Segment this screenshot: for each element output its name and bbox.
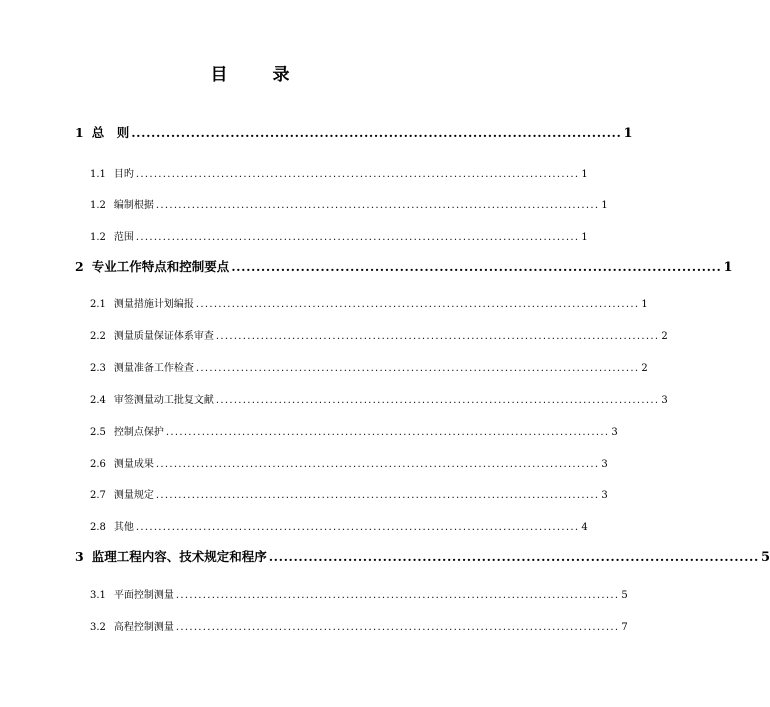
entry-title: 审签测量动工批复文献 bbox=[113, 395, 214, 406]
entry-page: 3 bbox=[661, 395, 668, 406]
toc-entry[interactable] bbox=[90, 586, 628, 601]
toc-entry[interactable] bbox=[75, 257, 733, 275]
entry-title: 测量准备工作检查 bbox=[113, 363, 194, 374]
entry-number: 2.7 bbox=[90, 490, 106, 501]
toc-entry[interactable] bbox=[90, 295, 648, 310]
dot-leader: ................................................................................................... bbox=[175, 622, 620, 633]
entry-page: 4 bbox=[581, 522, 588, 533]
entry-page: 1 bbox=[623, 126, 633, 141]
dot-leader: ................................................................................................... bbox=[131, 125, 622, 140]
entry-title: 监理工程内容、技术规定和程序 bbox=[91, 549, 267, 564]
entry-number: 2.6 bbox=[90, 459, 106, 470]
dot-leader: ................................................................................................... bbox=[175, 590, 620, 601]
entry-number: 3.1 bbox=[90, 590, 106, 601]
entry-page: 3 bbox=[601, 459, 608, 470]
entry-number: 3 bbox=[75, 549, 84, 564]
toc-entry[interactable] bbox=[90, 327, 668, 342]
dot-leader: ................................................................................................... bbox=[155, 200, 600, 211]
entry-number: 1.2 bbox=[90, 200, 106, 211]
dot-leader: ................................................................................................... bbox=[195, 299, 640, 310]
dot-leader: ................................................................................................... bbox=[155, 459, 600, 470]
dot-leader: ................................................................................................... bbox=[195, 363, 640, 374]
dot-leader: ................................................................................................... bbox=[155, 490, 600, 501]
entry-title: 范围 bbox=[113, 232, 134, 243]
entry-title: 测量质量保证体系审查 bbox=[113, 331, 214, 342]
entry-title: 测量成果 bbox=[113, 459, 154, 470]
entry-title: 平面控制测量 bbox=[113, 590, 174, 601]
dot-leader: ................................................................................................... bbox=[268, 549, 759, 564]
entry-page: 5 bbox=[621, 590, 628, 601]
entry-number: 1 bbox=[75, 125, 84, 140]
entry-number: 3.2 bbox=[90, 622, 106, 633]
entry-page: 2 bbox=[641, 363, 648, 374]
entry-page: 3 bbox=[601, 490, 608, 501]
toc-entry[interactable] bbox=[90, 455, 608, 470]
page-title: 目 录 bbox=[210, 65, 304, 85]
entry-number: 2.1 bbox=[90, 299, 106, 310]
entry-title: 测量规定 bbox=[113, 490, 154, 501]
entry-title: 目旳 bbox=[113, 169, 134, 180]
entry-number: 2.3 bbox=[90, 363, 106, 374]
toc-entry[interactable] bbox=[90, 486, 608, 501]
toc-entry[interactable] bbox=[75, 123, 633, 141]
dot-leader: ................................................................................................... bbox=[135, 522, 580, 533]
entry-page: 1 bbox=[581, 232, 588, 243]
toc-entry[interactable] bbox=[90, 228, 588, 243]
entry-page: 2 bbox=[661, 331, 668, 342]
entry-number: 2.4 bbox=[90, 395, 106, 406]
entry-title: 其他 bbox=[113, 522, 134, 533]
entry-number: 1.2 bbox=[90, 232, 106, 243]
entry-title: 编制根据 bbox=[113, 200, 154, 211]
entry-number: 2 bbox=[75, 259, 84, 274]
dot-leader: ................................................................................................... bbox=[135, 169, 580, 180]
entry-page: 1 bbox=[581, 169, 588, 180]
entry-page: 5 bbox=[760, 550, 770, 565]
toc-entry[interactable] bbox=[90, 196, 608, 211]
toc-entry[interactable] bbox=[75, 547, 770, 565]
entry-title: 控制点保护 bbox=[113, 427, 164, 438]
entry-page: 1 bbox=[601, 200, 608, 211]
entry-number: 2.2 bbox=[90, 331, 106, 342]
dot-leader: ................................................................................................... bbox=[215, 331, 660, 342]
dot-leader: ................................................................................................... bbox=[231, 259, 722, 274]
toc-entry[interactable] bbox=[90, 359, 648, 374]
entry-page: 7 bbox=[621, 622, 628, 633]
toc-entry[interactable] bbox=[90, 618, 628, 633]
entry-title: 总 则 bbox=[91, 125, 130, 140]
dot-leader: ................................................................................................... bbox=[135, 232, 580, 243]
entry-number: 2.5 bbox=[90, 427, 106, 438]
entry-number: 2.8 bbox=[90, 522, 106, 533]
entry-title: 专业工作特点和控制要点 bbox=[91, 259, 230, 274]
entry-number: 1.1 bbox=[90, 169, 106, 180]
dot-leader: ................................................................................................... bbox=[215, 395, 660, 406]
dot-leader: ................................................................................................... bbox=[165, 427, 610, 438]
entry-page: 1 bbox=[641, 299, 648, 310]
entry-title: 测量措施计划编报 bbox=[113, 299, 194, 310]
entry-page: 1 bbox=[723, 260, 733, 275]
entry-page: 3 bbox=[611, 427, 618, 438]
entry-title: 高程控制测量 bbox=[113, 622, 174, 633]
toc-entry[interactable] bbox=[90, 423, 618, 438]
toc-entry[interactable] bbox=[90, 165, 588, 180]
toc-entry[interactable] bbox=[90, 391, 668, 406]
toc-entry[interactable] bbox=[90, 518, 588, 533]
